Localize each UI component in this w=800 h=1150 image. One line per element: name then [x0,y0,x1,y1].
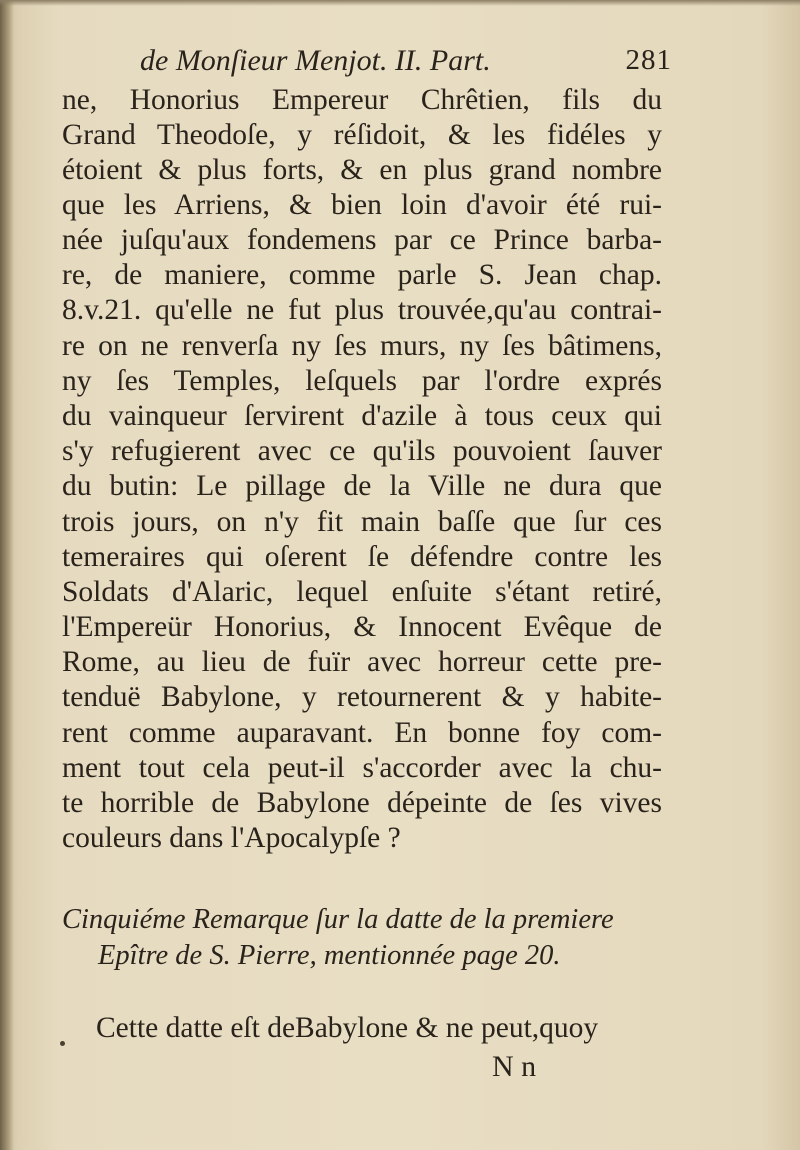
text-line-indented: Cette datte eſt deBabylone & ne peut,quoy [96,1012,599,1044]
text-line: rent comme auparavant. En bonne foy com- [62,717,662,749]
running-title: de Monſieur Menjot. II. Part. [140,44,491,77]
text-line: 8.v.21. qu'elle ne fut plus trouvée,qu'au contrai- [62,294,662,326]
text-line: ny ſes Temples, leſquels par l'ordre exprés [62,365,662,397]
section-heading-line-2: Epître de S. Pierre, mentionnée page 20. [98,940,561,971]
binding-shadow [0,0,14,1150]
top-edge-shadow [0,0,800,6]
text-line: re on ne renverſa ny ſes murs, ny ſes bâtimens, [62,330,662,362]
text-line: Grand Theodoſe, y réſidoit, & les fidéles y [62,119,662,151]
text-line: re, de maniere, comme parle S. Jean chap. [62,259,662,291]
text-line: s'y refugierent avec ce qu'ils pouvoient ſauver [62,435,662,467]
page-number: 281 [625,44,672,76]
text-line: du butin: Le pillage de la Ville ne dura que [62,470,662,502]
text-line: née juſqu'aux fondemens par ce Prince barba- [62,224,662,256]
text-line: te horrible de Babylone dépeinte de ſes vives [62,787,662,819]
text-line: Soldats d'Alaric, lequel enſuite s'étant retiré, [62,576,662,608]
text-line: étoient & plus forts, & en plus grand nombre [62,154,662,186]
text-line: du vainqueur ſervirent d'azile à tous ceux qui [62,400,662,432]
catchword: N n [492,1050,537,1083]
section-heading-line-1: Cinquiéme Remarque ſur la datte de la premiere [62,904,614,935]
text-line: ment tout cela peut-il s'accorder avec la chu- [62,752,662,784]
text-line: couleurs dans l'Apocalypſe ? [62,822,401,854]
text-line: temeraires qui oſerent ſe défendre contre les [62,541,662,573]
printer-mark-dot [60,1041,65,1046]
text-line: Rome, au lieu de fuïr avec horreur cette pre- [62,646,662,678]
text-line: trois jours, on n'y fit main baſſe que ſur ces [62,506,662,538]
text-line: ne, Honorius Empereur Chrêtien, fils du [62,84,662,116]
text-line: tenduë Babylone, y retournerent & y habite- [62,681,662,713]
text-line: l'Empereür Honorius, & Innocent Evêque de [62,611,662,643]
text-line: que les Arriens, & bien loin d'avoir été rui- [62,189,662,221]
page-header [140,40,672,80]
